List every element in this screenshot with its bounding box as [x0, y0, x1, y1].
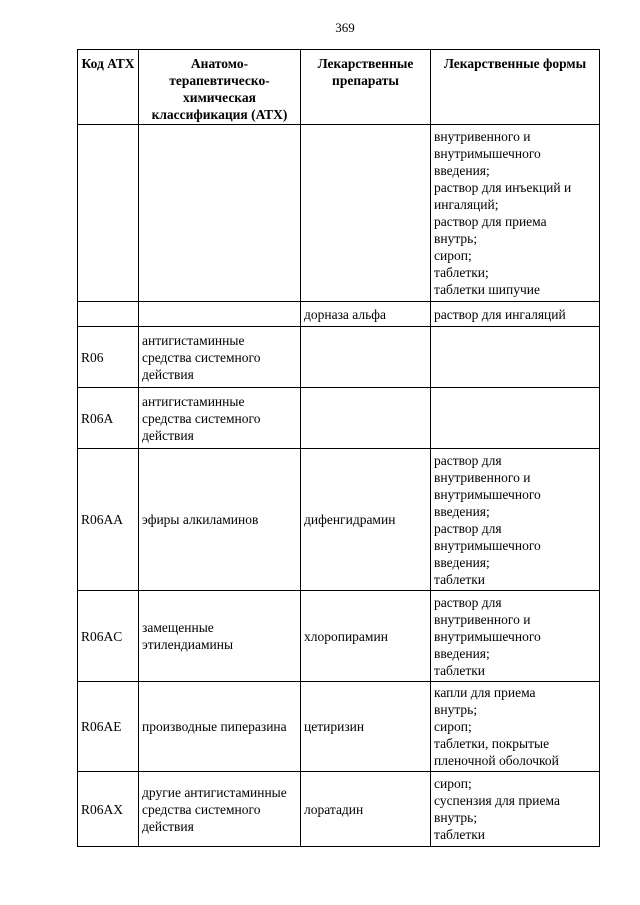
form-line: введения;	[434, 554, 490, 570]
form-line: таблетки;	[434, 265, 489, 280]
cell-classification: антигистаминные средства системного действия	[139, 327, 301, 388]
form-line: внутрь;	[434, 810, 478, 825]
table-header-row	[78, 50, 600, 125]
form-line: раствор для	[434, 594, 502, 610]
cell-drug: лоратадин	[301, 772, 431, 847]
page-number: 369	[335, 20, 355, 35]
form-line: сироп;	[434, 248, 472, 263]
form-line: таблетки шипучие	[434, 282, 540, 297]
cell-forms	[431, 772, 600, 847]
form-line: раствор для ингаляций	[434, 306, 566, 322]
form-line: внутрь;	[434, 231, 478, 246]
cell-classification: замещенные этилендиамины	[139, 591, 301, 682]
cell-forms	[431, 302, 600, 327]
form-line: внутримышечного	[434, 486, 541, 502]
table-row	[78, 125, 600, 302]
cell-classification	[139, 125, 301, 302]
form-line: раствор для	[434, 520, 502, 536]
form-line: внутримышечного	[434, 537, 541, 553]
form-line: сироп;	[434, 776, 472, 791]
header-forms: Лекарственные формы	[431, 50, 600, 125]
header-code: Код АТХ	[78, 50, 139, 125]
form-line: таблетки	[434, 662, 486, 678]
table-row	[78, 682, 600, 772]
form-line: внутримышечного	[434, 628, 541, 644]
form-line: внутрь;	[434, 702, 478, 717]
form-line: таблетки	[434, 827, 486, 842]
form-line: введения;	[434, 503, 490, 519]
cell-drug: цетиризин	[301, 682, 431, 772]
cell-drug: дорназа альфа	[301, 302, 431, 327]
table-row	[78, 591, 600, 682]
form-line: суспензия для приема	[434, 793, 560, 808]
cell-forms	[431, 388, 600, 449]
form-line: ингаляций;	[434, 197, 499, 212]
cell-drug: хлоропирамин	[301, 591, 431, 682]
header-drugs: Лекарственные препараты	[301, 50, 431, 125]
table-body	[78, 125, 600, 847]
cell-forms	[431, 125, 600, 302]
cell-drug	[301, 125, 431, 302]
cell-classification	[139, 302, 301, 327]
table-row	[78, 388, 600, 449]
form-line: таблетки, покрытые	[434, 736, 550, 751]
cell-drug	[301, 327, 431, 388]
cell-code: R06	[78, 327, 139, 388]
atx-table	[77, 49, 600, 847]
form-line: раствор для инъекций и	[434, 180, 572, 195]
cell-forms	[431, 327, 600, 388]
form-line: пленочной оболочкой	[434, 753, 559, 768]
cell-drug: дифенгидрамин	[301, 449, 431, 591]
form-line: внутривенного и	[434, 129, 531, 144]
form-line: введения;	[434, 163, 490, 178]
form-line: внутривенного и	[434, 611, 531, 627]
cell-code: R06A	[78, 388, 139, 449]
table-row	[78, 327, 600, 388]
cell-code	[78, 302, 139, 327]
cell-code: R06AA	[78, 449, 139, 591]
cell-code: R06AC	[78, 591, 139, 682]
form-line: внутривенного и	[434, 469, 531, 485]
cell-code: R06AE	[78, 682, 139, 772]
cell-drug	[301, 388, 431, 449]
header-classification: Анатомо-терапевтическо-химическая классификация (АТХ)	[139, 50, 301, 125]
form-line: раствор для приема	[434, 214, 547, 229]
cell-classification: производные пиперазина	[139, 682, 301, 772]
cell-classification: антигистаминные средства системного действия	[139, 388, 301, 449]
cell-classification: эфиры алкиламинов	[139, 449, 301, 591]
table-row	[78, 772, 600, 847]
cell-code: R06AX	[78, 772, 139, 847]
table-row	[78, 302, 600, 327]
form-line: введения;	[434, 645, 490, 661]
form-line: внутримышечного	[434, 146, 541, 161]
cell-forms	[431, 591, 600, 682]
cell-forms	[431, 449, 600, 591]
form-line: раствор для	[434, 452, 502, 468]
cell-code	[78, 125, 139, 302]
form-line: таблетки	[434, 571, 486, 587]
cell-classification: другие антигистаминные средства системного действия	[139, 772, 301, 847]
table-row	[78, 449, 600, 591]
form-line: капли для приема	[434, 685, 536, 700]
form-line: сироп;	[434, 719, 472, 734]
cell-forms	[431, 682, 600, 772]
